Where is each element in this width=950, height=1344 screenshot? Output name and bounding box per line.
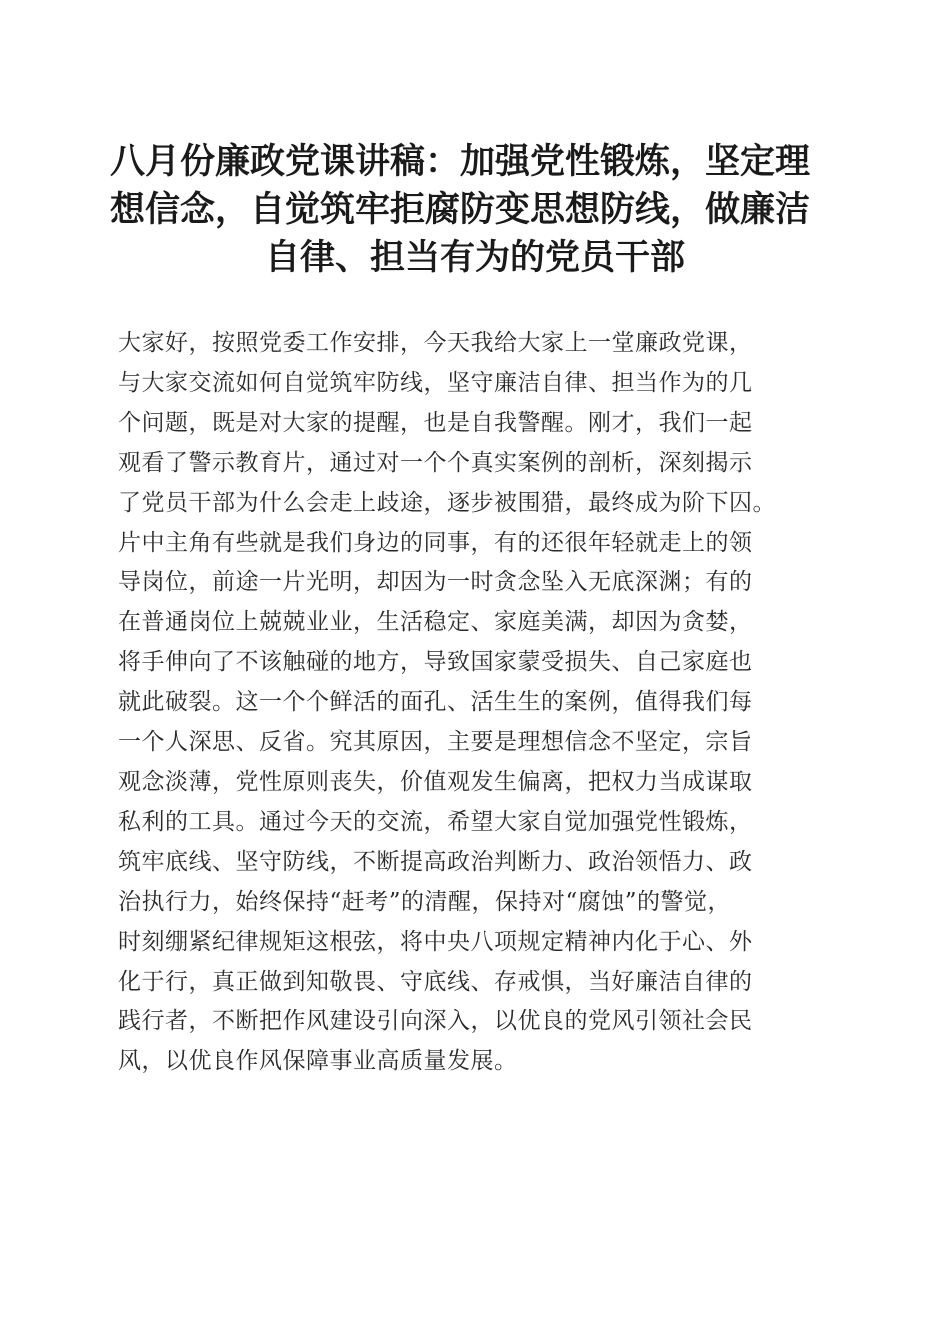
text-line: 筑牢底线、坚守防线，不断提高政治判断力、政治领悟力、政 xyxy=(118,848,753,875)
text-line: 风，以优良作风保障事业高质量发展。 xyxy=(118,1048,518,1075)
text-line: 就此破裂。这一个个鲜活的面孔、活生生的案例，值得我们每 xyxy=(118,689,753,716)
document-title xyxy=(110,138,840,282)
text-line: 将手伸向了不该触碰的地方，导致国家蒙受损失、自己家庭也 xyxy=(118,649,753,676)
text-line: 观看了警示教育片，通过对一个个真实案例的剖析，深刻揭示 xyxy=(118,449,753,476)
text-line: 与大家交流如何自觉筑牢防线，坚守廉洁自律、担当作为的几 xyxy=(118,369,753,396)
body-paragraph xyxy=(118,324,848,1082)
title-line: 想信念，自觉筑牢拒腐防变思想防线，做廉洁 xyxy=(110,189,811,230)
text-line: 治执行力，始终保持“赶考”的清醒，保持对“腐蚀”的警觉， xyxy=(118,888,732,915)
title-line: 八月份廉政党课讲稿：加强党性锻炼，坚定理 xyxy=(110,141,811,182)
text-line: 片中主角有些就是我们身边的同事，有的还很年轻就走上的领 xyxy=(118,529,753,556)
text-line: 个问题，既是对大家的提醒，也是自我警醒。刚才，我们一起 xyxy=(118,409,753,436)
text-line: 一个人深思、反省。究其原因，主要是理想信念不坚定，宗旨 xyxy=(118,729,753,756)
text-line: 导岗位，前途一片光明，却因为一时贪念坠入无底深渊；有的 xyxy=(118,569,753,596)
text-line: 私利的工具。通过今天的交流，希望大家自觉加强党性锻炼， xyxy=(118,808,753,835)
text-line: 在普通岗位上兢兢业业，生活稳定、家庭美满，却因为贪婪， xyxy=(118,609,753,636)
text-line: 践行者，不断把作风建设引向深入，以优良的党风引领社会民 xyxy=(118,1008,753,1035)
text-line: 了党员干部为什么会走上歧途，逐步被围猎，最终成为阶下囚。 xyxy=(118,489,776,516)
text-line: 大家好，按照党委工作安排，今天我给大家上一堂廉政党课， xyxy=(118,330,753,356)
title-line: 自律、担当有为的党员干部 xyxy=(264,237,685,278)
text-line: 化于行，真正做到知敬畏、守底线、存戒惧，当好廉洁自律的 xyxy=(118,968,753,995)
text-line: 时刻绷紧纪律规矩这根弦，将中央八项规定精神内化于心、外 xyxy=(118,928,753,955)
text-line: 观念淡薄，党性原则丧失，价值观发生偏离，把权力当成谋取 xyxy=(118,768,753,795)
